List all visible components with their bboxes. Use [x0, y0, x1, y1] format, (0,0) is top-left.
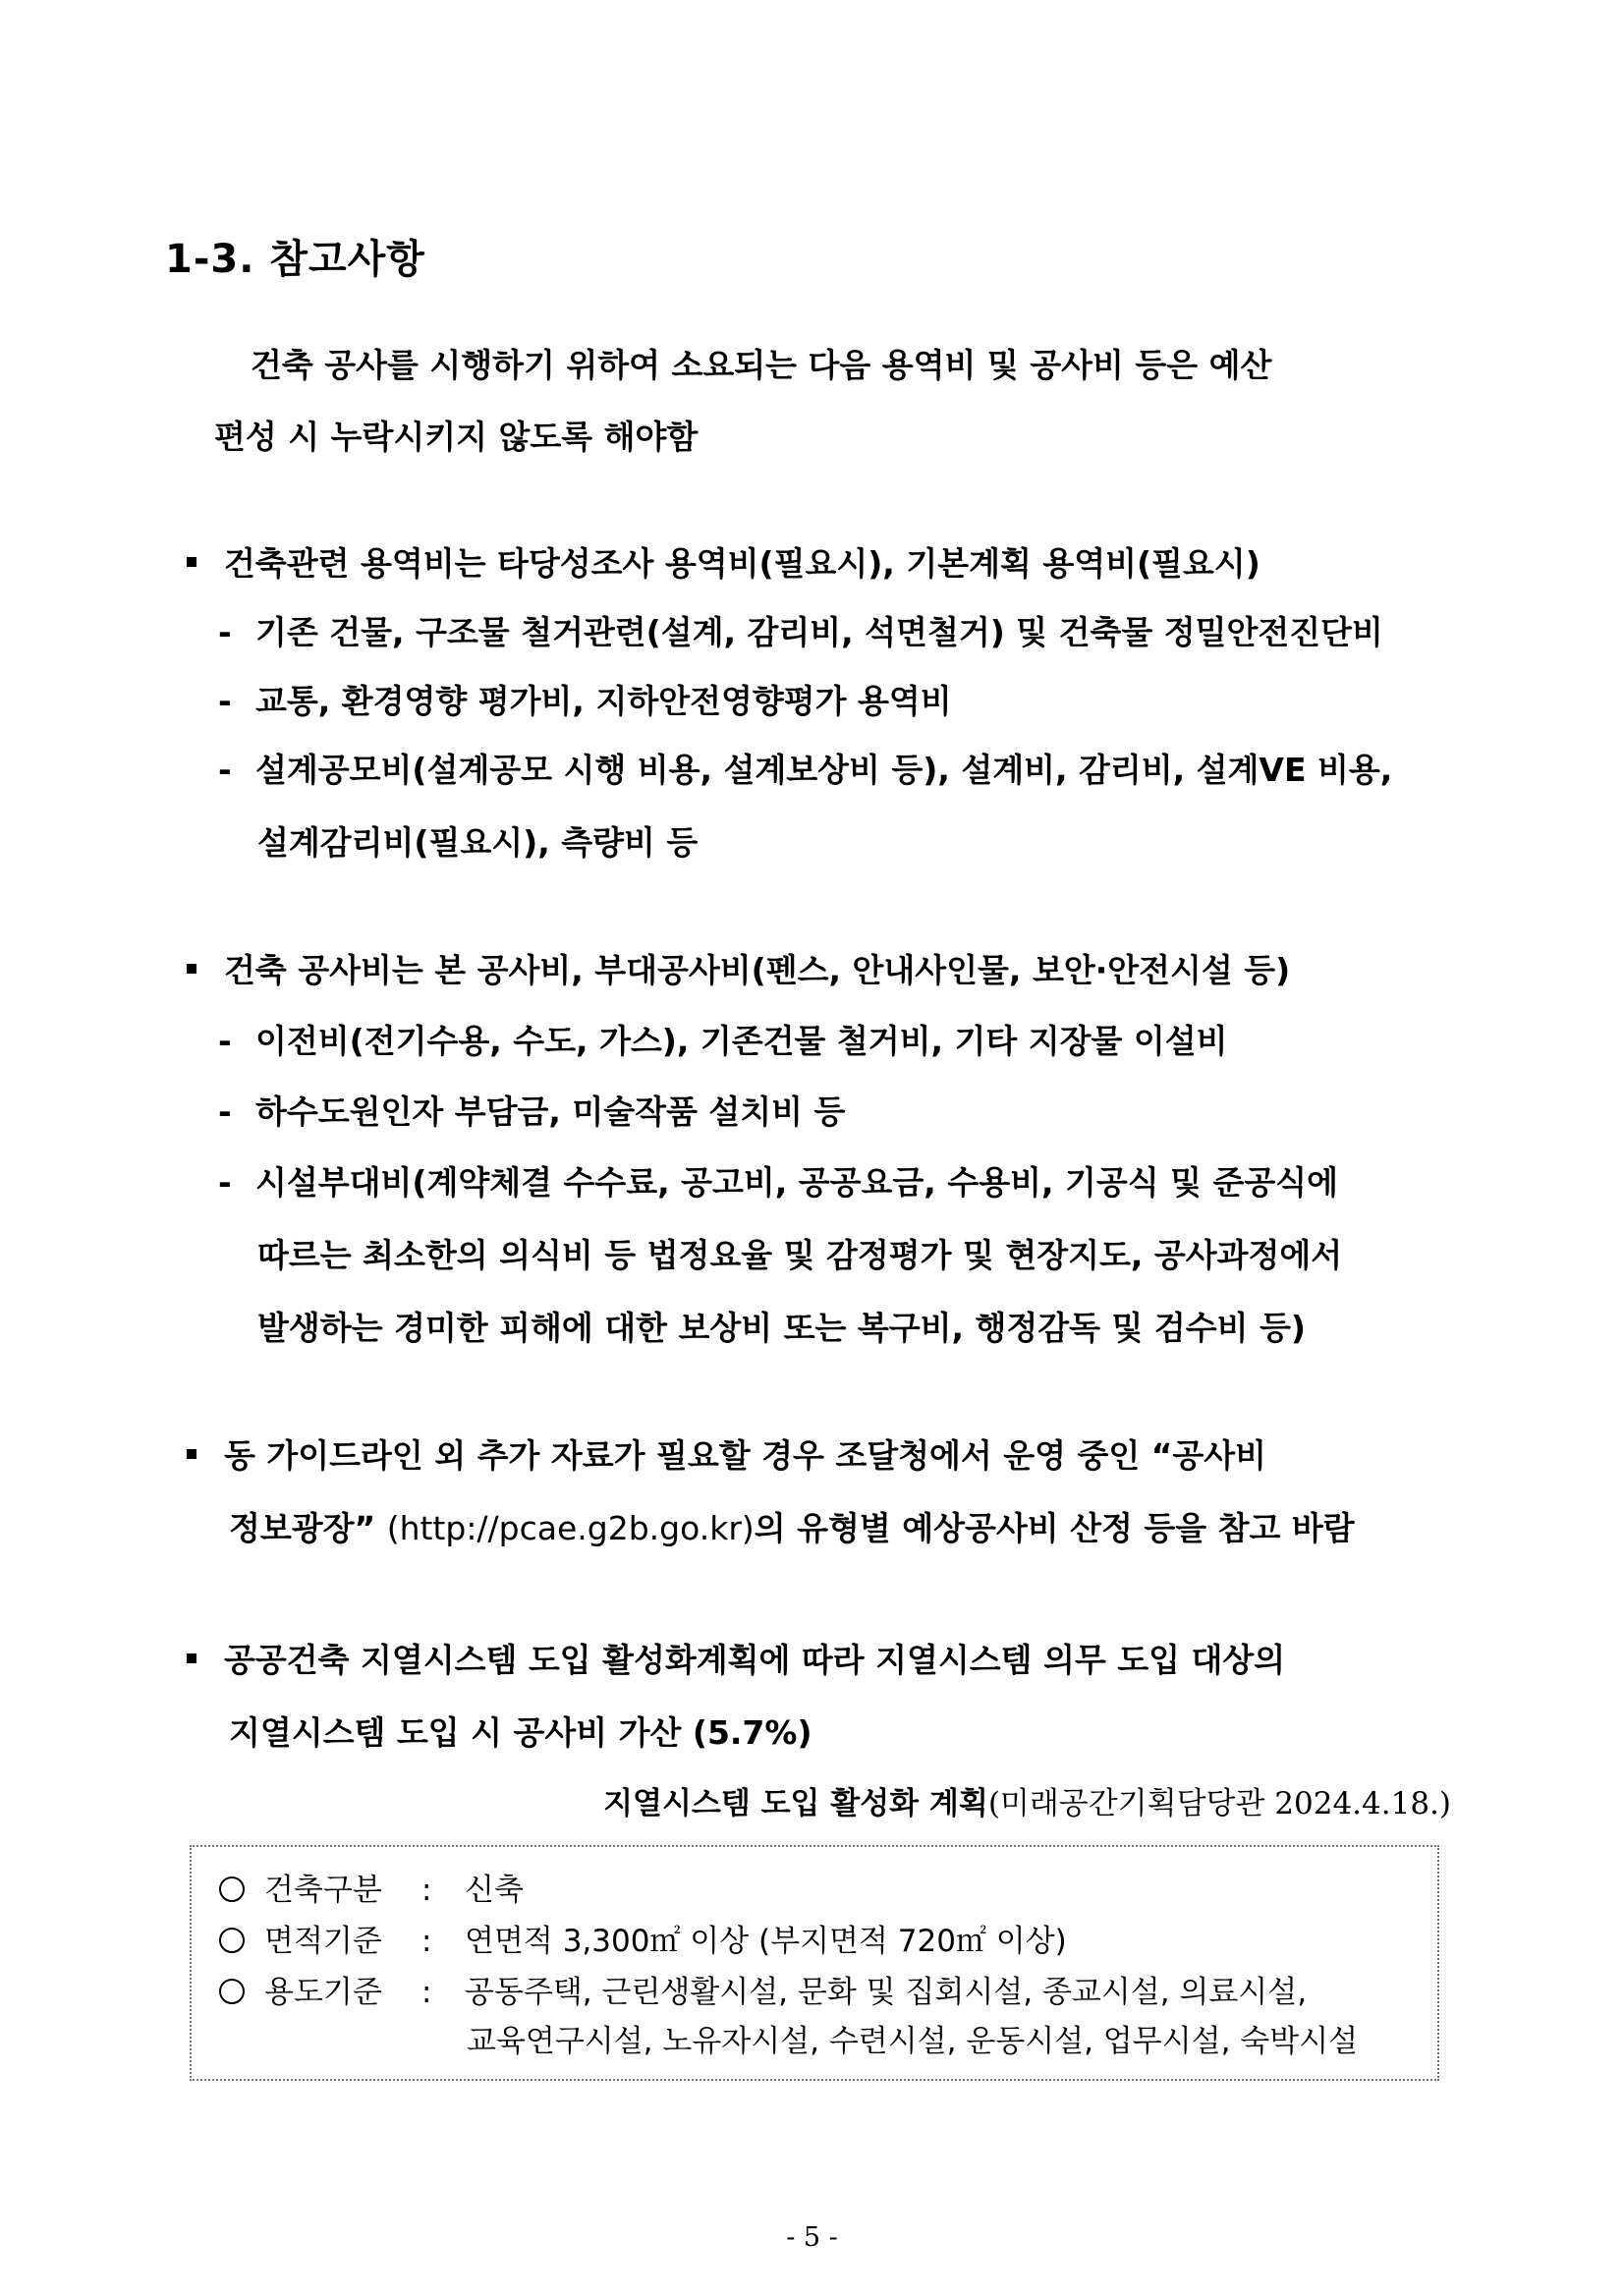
criteria-row	[219, 1916, 1067, 1960]
criteria-label: 건축구분	[264, 1873, 382, 1908]
sub-item: - 하수도원인자 부담금, 미술작품 설치비 등	[218, 1092, 846, 1131]
criteria-row-continuation: 교육연구시설, 노유자시설, 수련시설, 운동시설, 업무시설, 숙박시설	[467, 2024, 1359, 2059]
square-bullet-icon	[187, 1653, 196, 1663]
sub-item: - 교통, 환경영향 평가비, 지하안전영향평가 용역비	[218, 682, 952, 720]
criteria-value: 신축	[465, 1873, 524, 1908]
bullet-text: 동 가이드라인 외 추가 자료가 필요할 경우 조달청에서 운영 중인 “공사비	[224, 1436, 1267, 1475]
source-citation	[603, 1778, 1451, 1822]
sub-item-text: 이전비(전기수용, 수도, 가스), 기존건물 철거비, 기타 지장물 이설비	[255, 1022, 1228, 1060]
circle-icon	[219, 1928, 245, 1953]
square-bullet-icon	[187, 1449, 196, 1459]
sub-item-continuation: 설계감리비(필요시), 측량비 등	[257, 823, 699, 862]
sub-item-text: 시설부대비(계약체결 수수료, 공고비, 공공요금, 수용비, 기공식 및 준공식에	[255, 1163, 1338, 1202]
text-segment: 의 유형별 예상공사비 산정 등을 참고 바람	[754, 1509, 1355, 1547]
square-bullet-icon	[187, 964, 196, 974]
colon: :	[421, 1924, 432, 1959]
sub-item: - 기존 건물, 구조물 철거관련(설계, 감리비, 석면철거) 및 건축물 정밀안전진단비	[218, 613, 1383, 651]
colon: :	[421, 1975, 432, 2010]
bullet-item-consulting-fees	[187, 538, 1260, 585]
criteria-row	[219, 1865, 524, 1909]
square-bullet-icon	[187, 557, 196, 567]
sub-item: - 이전비(전기수용, 수도, 가스), 기존건물 철거비, 기타 지장물 이설비	[218, 1022, 1228, 1060]
page-number: - 5 -	[786, 2222, 838, 2253]
sub-item: - 시설부대비(계약체결 수수료, 공고비, 공공요금, 수용비, 기공식 및 준공식에	[218, 1163, 1338, 1202]
sub-item-text: 교통, 환경영향 평가비, 지하안전영향평가 용역비	[255, 682, 952, 720]
source-detail: (미래공간기획담당관 2024.4.18.)	[987, 1786, 1451, 1821]
criteria-label: 면적기준	[264, 1924, 382, 1959]
intro-line-1: 건축 공사를 시행하기 위하여 소요되는 다음 용역비 및 공사비 등은 예산	[251, 346, 1272, 384]
bullet-text: 건축관련 용역비는 타당성조사 용역비(필요시), 기본계획 용역비(필요시)	[224, 544, 1260, 583]
circle-icon	[219, 1979, 245, 2004]
reference-url[interactable]: (http://pcae.g2b.go.kr)	[386, 1509, 755, 1547]
criteria-value: 공동주택, 근린생활시설, 문화 및 집회시설, 종교시설, 의료시설,	[465, 1975, 1308, 2010]
sub-item-continuation: 발생하는 경미한 피해에 대한 보상비 또는 복구비, 행정감독 및 검수비 등)	[257, 1309, 1306, 1347]
sub-item: - 설계공모비(설계공모 시행 비용, 설계보상비 등), 설계비, 감리비, 설계VE 비용,	[218, 751, 1393, 789]
criteria-value: 연면적 3,300㎡ 이상 (부지면적 720㎡ 이상)	[465, 1924, 1067, 1959]
sub-item-text: 기존 건물, 구조물 철거관련(설계, 감리비, 석면철거) 및 건축물 정밀안전진단비	[255, 613, 1383, 651]
sub-item-continuation: 따르는 최소한의 의식비 등 법정요율 및 감정평가 및 현장지도, 공사과정에서	[257, 1236, 1343, 1274]
sub-item-text: 설계공모비(설계공모 시행 비용, 설계보상비 등), 설계비, 감리비, 설계VE 비용,	[255, 751, 1393, 789]
bullet-continuation	[229, 1503, 1355, 1549]
section-heading: 1-3. 참고사항	[165, 237, 425, 282]
bullet-item-geothermal	[187, 1635, 1285, 1681]
sub-item-text: 하수도원인자 부담금, 미술작품 설치비 등	[255, 1092, 846, 1131]
text-segment: 정보광장”	[229, 1509, 376, 1547]
criteria-box	[190, 1845, 1439, 2081]
intro-line-2: 편성 시 누락시키지 않도록 해야함	[214, 418, 699, 456]
bullet-item-guideline-reference	[187, 1430, 1266, 1477]
bullet-text: 건축 공사비는 본 공사비, 부대공사비(펜스, 안내사인물, 보안·안전시설 등)	[224, 951, 1291, 989]
source-title: 지열시스템 도입 활성화 계획	[603, 1786, 988, 1821]
bullet-item-construction-costs	[187, 945, 1290, 991]
colon: :	[421, 1873, 432, 1908]
bullet-continuation: 지열시스템 도입 시 공사비 가산 (5.7%)	[229, 1713, 812, 1752]
bullet-text: 공공건축 지열시스템 도입 활성화계획에 따라 지열시스템 의무 도입 대상의	[224, 1641, 1286, 1679]
criteria-label: 용도기준	[264, 1975, 382, 2010]
criteria-row	[219, 1967, 1307, 2011]
circle-icon	[219, 1876, 245, 1902]
